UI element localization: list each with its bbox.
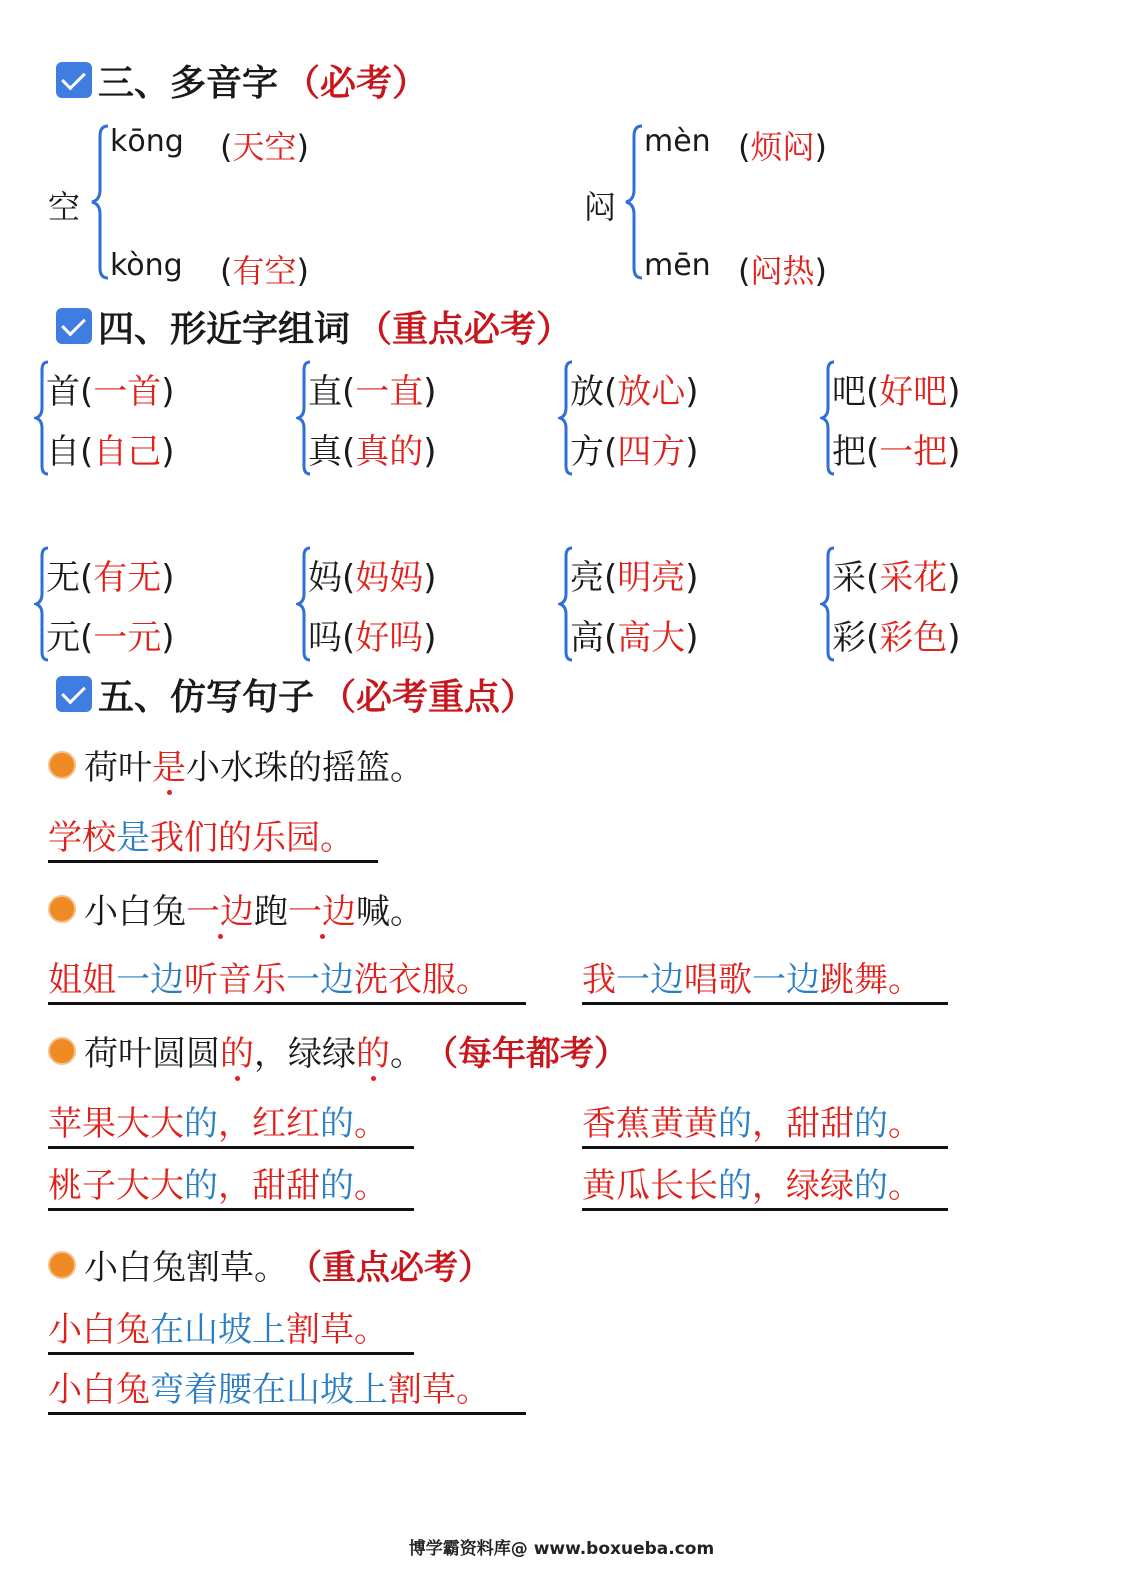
poly-word: (闷热) xyxy=(738,252,827,290)
char-pair-line: 无(有无) xyxy=(46,558,175,598)
char-pair xyxy=(34,358,234,488)
bullet-icon xyxy=(48,1037,76,1065)
poly-reading: kōng xyxy=(110,124,184,159)
section-note: （重点必考） xyxy=(356,308,573,350)
answer-2b: 我一边唱歌一边跳舞。 xyxy=(582,960,948,1005)
question-4: 小白兔割草。 （重点必考） xyxy=(48,1240,492,1289)
question-1: 荷叶 是 小水珠的摇篮。 xyxy=(48,740,424,789)
answer-1: 学校是我们的乐园。 xyxy=(48,818,378,863)
section-title: 四、形近字组词 xyxy=(98,308,351,350)
poly-word: (天空) xyxy=(220,128,309,166)
poly-word: (烦闷) xyxy=(738,128,827,166)
char-pair-line: 吧(好吧) xyxy=(832,372,961,412)
question-3: 荷叶圆圆 的 ，绿绿 的 。 （每年都考） xyxy=(48,1026,628,1075)
section-title: 三、多音字 xyxy=(98,62,279,104)
char-pair xyxy=(820,544,1020,674)
char-pair-line: 采(采花) xyxy=(832,558,961,598)
answer-2a: 姐姐一边听音乐一边洗衣服。 xyxy=(48,960,526,1005)
section-3-header xyxy=(56,60,429,104)
poly-reading: mèn xyxy=(644,124,711,159)
poly-word: (有空) xyxy=(220,252,309,290)
char-pair xyxy=(34,544,234,674)
char-pair-line: 首(一首) xyxy=(46,372,175,412)
char-pair-line: 自(自己) xyxy=(46,432,175,472)
brace-icon xyxy=(88,122,112,282)
poly-reading: kòng xyxy=(110,248,183,283)
poly-reading: mēn xyxy=(644,248,711,283)
section-note: （必考） xyxy=(284,62,429,104)
answer-3b: 香蕉黄黄的，甜甜的。 xyxy=(582,1104,948,1149)
answer-4a: 小白兔在山坡上割草。 xyxy=(48,1310,414,1355)
checkbox-icon xyxy=(56,676,92,712)
bullet-icon xyxy=(48,751,76,779)
bullet-icon xyxy=(48,1251,76,1279)
char-pair-line: 妈(妈妈) xyxy=(308,558,437,598)
brace-icon xyxy=(622,122,646,282)
checkbox-icon xyxy=(56,308,92,344)
question-note: （每年都考） xyxy=(424,1034,628,1074)
footer-watermark: 博学霸资料库@ www.boxueba.com xyxy=(408,1539,715,1559)
section-4-header xyxy=(56,306,573,350)
char-pair-line: 吗(好吗) xyxy=(308,618,437,658)
char-pair-line: 高(高大) xyxy=(570,618,699,658)
poly-char: 闷 xyxy=(584,188,617,226)
question-2: 小白兔 一边 跑 一边 喊。 xyxy=(48,884,424,933)
checkbox-icon xyxy=(56,62,92,98)
char-pair xyxy=(296,358,496,488)
char-pair-line: 放(放心) xyxy=(570,372,699,412)
answer-3d: 黄瓜长长的，绿绿的。 xyxy=(582,1166,948,1211)
bullet-icon xyxy=(48,895,76,923)
char-pair xyxy=(820,358,1020,488)
char-pair-line: 亮(明亮) xyxy=(570,558,699,598)
char-pair-line: 彩(彩色) xyxy=(832,618,961,658)
section-note: （必考重点） xyxy=(320,676,537,718)
char-pair xyxy=(558,544,758,674)
char-pair-line: 元(一元) xyxy=(46,618,175,658)
section-5-header xyxy=(56,674,537,718)
char-pair-line: 把(一把) xyxy=(832,432,961,472)
question-note: （重点必考） xyxy=(288,1248,492,1288)
answer-3a: 苹果大大的，红红的。 xyxy=(48,1104,414,1149)
answer-4b: 小白兔弯着腰在山坡上割草。 xyxy=(48,1370,526,1415)
answer-3c: 桃子大大的，甜甜的。 xyxy=(48,1166,414,1211)
char-pair xyxy=(296,544,496,674)
char-pair-line: 真(真的) xyxy=(308,432,437,472)
char-pair-line: 直(一直) xyxy=(308,372,437,412)
char-pair-line: 方(四方) xyxy=(570,432,699,472)
char-pair xyxy=(558,358,758,488)
section-title: 五、仿写句子 xyxy=(98,676,315,718)
poly-char: 空 xyxy=(48,188,81,226)
